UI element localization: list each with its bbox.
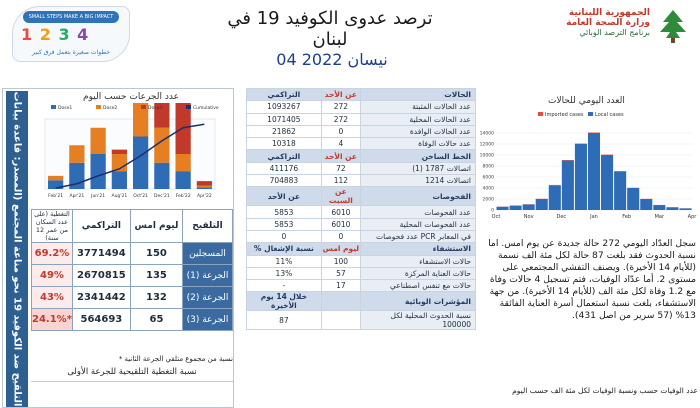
x-tick-label: Mar — [654, 214, 665, 220]
table-row — [247, 162, 476, 174]
section-header-cell: ليوم امس — [322, 244, 360, 254]
legend-label: Imported cases — [545, 112, 584, 118]
ministry-line-1: الجمهورية اللبنانية — [568, 8, 650, 18]
row-label: الجرعة (1) — [183, 265, 233, 287]
x-tick-label: Oct — [491, 214, 501, 220]
legend-swatch — [538, 112, 543, 116]
table-row — [32, 287, 233, 309]
col-today: ليوم امس — [130, 210, 182, 243]
table-row — [32, 309, 233, 331]
doses-chart — [31, 103, 231, 203]
section-header-cell: عن الأحد — [321, 89, 360, 101]
table-row — [247, 230, 476, 242]
x-tick-label: Aug'21 — [111, 194, 128, 199]
deaths-chart-title: عدد الوفيات حسب ونسبة الوفيات لكل مئة الف حسب اليوم — [512, 386, 698, 395]
value-cell: 72 — [321, 162, 360, 174]
value-cell: - — [247, 280, 322, 292]
ministry-line-3: برنامج الترصد الوبائي — [579, 28, 650, 37]
ministry-block — [566, 8, 650, 37]
table-row — [247, 113, 476, 125]
dose-bar — [197, 187, 212, 189]
legend-label: Dose3 — [148, 106, 163, 111]
section-header-cell: عن الأحد — [321, 150, 360, 162]
value-cell: 21862 — [247, 125, 322, 137]
coverage-cell: 43% — [32, 287, 73, 309]
y-tick-label: 0 — [491, 208, 494, 214]
doses-chart-title: عدد الجرعات حسب اليوم — [83, 92, 179, 102]
dose-bar — [197, 181, 212, 185]
section-header-row — [247, 292, 476, 311]
dose-bar — [69, 145, 84, 163]
legend-label: Cumulative — [193, 106, 219, 111]
stats-table — [246, 88, 476, 330]
dose-bar — [112, 172, 127, 190]
table-row — [32, 243, 233, 265]
local-cases-bar — [640, 199, 652, 210]
row-label: عدد الفحوصات المحلية — [360, 218, 475, 230]
section-header-cell: المؤشرات الوبائية — [360, 292, 475, 311]
table-row — [247, 311, 476, 330]
value-cell — [321, 311, 360, 330]
cases-chart-title: العدد اليومي للحالات — [548, 96, 625, 106]
value-cell: 0 — [321, 125, 360, 137]
x-tick-label: Nov — [523, 214, 534, 220]
value-cell: 5853 — [247, 206, 322, 218]
y-tick-label: 10000 — [479, 153, 494, 159]
local-cases-bar — [575, 144, 587, 210]
dose-bar — [91, 154, 106, 189]
y-tick-label: 4000 — [482, 186, 494, 192]
table-row — [247, 280, 476, 292]
report-date: 04 نيسان 2022 — [276, 50, 388, 69]
page-title: ترصد عدوى الكوفيد 19 في لبنان — [227, 8, 433, 50]
section-header-cell: الحالات — [360, 89, 475, 101]
value-cell: 0 — [321, 230, 360, 242]
section-header-cell: التراكمي — [247, 150, 322, 162]
row-label: حالات الاستشفاء — [360, 255, 475, 267]
section-header-row — [247, 89, 476, 101]
dose-bar — [48, 176, 63, 180]
x-tick-label: Dec'21 — [154, 194, 170, 199]
total-cell: 2670815 — [72, 265, 130, 287]
legend-swatch — [51, 105, 56, 109]
x-tick-label: Apr'22 — [197, 194, 212, 199]
value-cell: 4 — [321, 138, 360, 150]
dose-bar — [176, 154, 191, 172]
section-header-cell: خلال 14 يوم الأخيرة — [247, 292, 322, 311]
local-cases-bar — [523, 205, 535, 211]
row-label: الجرعة (2) — [183, 287, 233, 309]
table-row — [32, 265, 233, 287]
total-cell: 2341442 — [72, 287, 130, 309]
x-tick-label: Feb'21 — [48, 194, 64, 199]
value-cell: 272 — [321, 101, 360, 113]
row-label: الجرعة (3) — [183, 309, 233, 331]
row-label: اتصالات 1214 — [360, 175, 475, 187]
table-row — [247, 175, 476, 187]
x-tick-label: Apr'21 — [69, 194, 85, 199]
row-label: المسجلين — [183, 243, 233, 265]
section-header-row — [247, 187, 476, 206]
value-cell: 87 — [247, 311, 322, 330]
legend-label: Dose1 — [58, 106, 73, 111]
dose-bar — [154, 163, 169, 189]
booster-coverage-title: نسبة التغطية التلقيحية للجرعة الأولى — [67, 367, 197, 377]
campaign-tagline: خطوات صغيرة بتعمل فرق كبير — [32, 49, 110, 56]
value-cell: 13% — [247, 267, 322, 279]
section-header-row — [247, 150, 476, 162]
value-cell: 411176 — [247, 162, 322, 174]
local-cases-bar — [497, 207, 509, 210]
value-cell: 1093267 — [247, 101, 322, 113]
table-row — [247, 218, 476, 230]
section-header-cell: الاستشفاء — [360, 243, 475, 255]
x-tick-label: Oct'21 — [133, 194, 148, 199]
vaccination-table — [31, 209, 233, 331]
vaccination-panel — [2, 88, 234, 408]
row-label: عدد الحالات المحلية — [360, 113, 475, 125]
value-cell: 5853 — [247, 218, 322, 230]
legend-swatch — [588, 112, 593, 116]
vaccination-header-row — [32, 210, 233, 243]
today-cell: 65 — [130, 309, 182, 331]
cases-chart — [478, 106, 700, 226]
coverage-cell: 49% — [32, 265, 73, 287]
table-row — [247, 125, 476, 137]
total-cell: 564693 — [72, 309, 130, 331]
row-label: عدد الحالات المثبتة — [360, 101, 475, 113]
row-label: نسبة الحدوث المحلية لكل 100000 — [360, 311, 475, 330]
dose-bar — [197, 186, 212, 188]
value-cell: 17 — [321, 280, 360, 292]
col-coverage: التغطية (على عدد السكان من عمر 12 سنة) — [32, 210, 73, 243]
value-cell: 272 — [321, 113, 360, 125]
table-row — [247, 138, 476, 150]
local-cases-bar — [562, 161, 574, 211]
legend-swatch — [96, 105, 101, 109]
value-cell: 57 — [321, 267, 360, 279]
x-tick-label: Dec — [556, 214, 567, 220]
row-label: عدد فحوصات PCR في المعابر — [360, 230, 475, 242]
section-header-cell: % نسبة الإشغال — [247, 243, 322, 255]
row-label: حالات العناية المركزة — [360, 267, 475, 279]
booster-coverage-area — [31, 381, 233, 405]
col-total: التراكمي — [72, 210, 130, 243]
legend-swatch — [141, 105, 146, 109]
today-cell: 150 — [130, 243, 182, 265]
value-cell: 100 — [321, 255, 360, 267]
value-cell: 6010 — [321, 218, 360, 230]
x-tick-label: Jan — [590, 214, 598, 220]
summary-text: سجل العدّاد اليومي 272 حالة جديدة عن يوم امس. اما نسبة الحدوث فقد بلغت 87 حالة لكل مئة الف نسمة (للأيام 14 الأخيرة). ويصنف التفشي المجتمعي على مستوى 2. أما عدّاد الوفيات، فتم تسجيل 4 حالات وفاة مع 1.2 وفاة لكل مئة الف (للأيام 14 الأخيرة). من جهة الاستشفاء، بلغت نسبة استعمال أسرة العناية الفائقة 13% (57 سرير من اصل 431). — [488, 238, 696, 321]
value-cell: 1071405 — [247, 113, 322, 125]
legend-swatch — [186, 105, 191, 109]
table-row — [247, 101, 476, 113]
x-tick-label: Feb — [622, 214, 632, 220]
value-cell: 6010 — [321, 206, 360, 218]
dose-bar — [112, 150, 127, 154]
section-header-cell — [321, 292, 360, 311]
table-row — [247, 255, 476, 267]
y-tick-label: 12000 — [479, 142, 494, 148]
cedar-logo-icon — [656, 8, 690, 44]
dose-bar — [176, 172, 191, 190]
legend-label: Dose2 — [103, 106, 118, 111]
row-label: عدد الفحوصات — [360, 206, 475, 218]
row-label: عدد الحالات الوافدة — [360, 125, 475, 137]
section-header-row — [247, 243, 476, 255]
row-label: حالات مع تنفس اصطناعي — [360, 280, 475, 292]
y-tick-label: 2000 — [482, 197, 494, 203]
section-header-cell: عن السبت — [321, 187, 360, 206]
ministry-line-2: وزارة الصحة العامة — [566, 18, 650, 28]
section-header-cell: التراكمي — [247, 89, 322, 101]
dose-bar — [91, 128, 106, 154]
value-cell: 0 — [247, 230, 322, 242]
section-header-cell: الفحوصات — [360, 187, 475, 206]
local-cases-bar — [679, 208, 691, 210]
value-cell: 112 — [321, 175, 360, 187]
table-row — [247, 267, 476, 279]
value-cell: 704883 — [247, 175, 322, 187]
local-cases-bar — [614, 172, 626, 211]
campaign-logo — [12, 6, 130, 62]
y-tick-label: 8000 — [482, 164, 494, 170]
campaign-banner: SMALL STEPS MAKE A BIG IMPACT — [23, 11, 119, 23]
today-cell: 132 — [130, 287, 182, 309]
x-tick-label: Jun'21 — [91, 194, 106, 199]
coverage-cell: 69.2% — [32, 243, 73, 265]
x-tick-label: Feb'22 — [175, 194, 191, 199]
campaign-numbers: 1 2 3 4 — [21, 25, 90, 44]
table-row — [247, 206, 476, 218]
local-cases-bar — [510, 206, 522, 210]
local-cases-bar — [536, 199, 548, 210]
y-tick-label: 14000 — [479, 131, 494, 137]
local-cases-bar — [666, 207, 678, 210]
row-label: عدد حالات الوفاة — [360, 138, 475, 150]
section-header-cell: الخط الساخن — [360, 150, 475, 162]
vaccination-footnote: * نسبة من مجموع متلقي الجرعة الثانية — [118, 355, 233, 363]
col-label: التلقيح — [183, 210, 233, 243]
dose-bar — [133, 137, 148, 190]
y-tick-label: 6000 — [482, 175, 494, 181]
local-cases-bar — [653, 205, 665, 210]
local-cases-bar — [601, 155, 613, 210]
local-cases-bar — [549, 185, 561, 210]
total-cell: 3771494 — [72, 243, 130, 265]
vaccination-side-title: التلقيح ضد الكوفيد 19 نحو مناعة المجتمع (المصدر: قاعدة بيانات — [6, 91, 28, 407]
coverage-cell: 24.1%* — [32, 309, 73, 331]
legend-label: Local cases — [595, 112, 624, 118]
value-cell: 11% — [247, 255, 322, 267]
row-label: اتصالات 1787 (1) — [360, 162, 475, 174]
local-cases-bar — [588, 133, 600, 210]
today-cell: 135 — [130, 265, 182, 287]
value-cell: 10318 — [247, 138, 322, 150]
section-header-cell: عن الأحد — [247, 187, 322, 206]
local-cases-bar — [627, 188, 639, 210]
x-tick-label: Apr — [687, 214, 697, 220]
